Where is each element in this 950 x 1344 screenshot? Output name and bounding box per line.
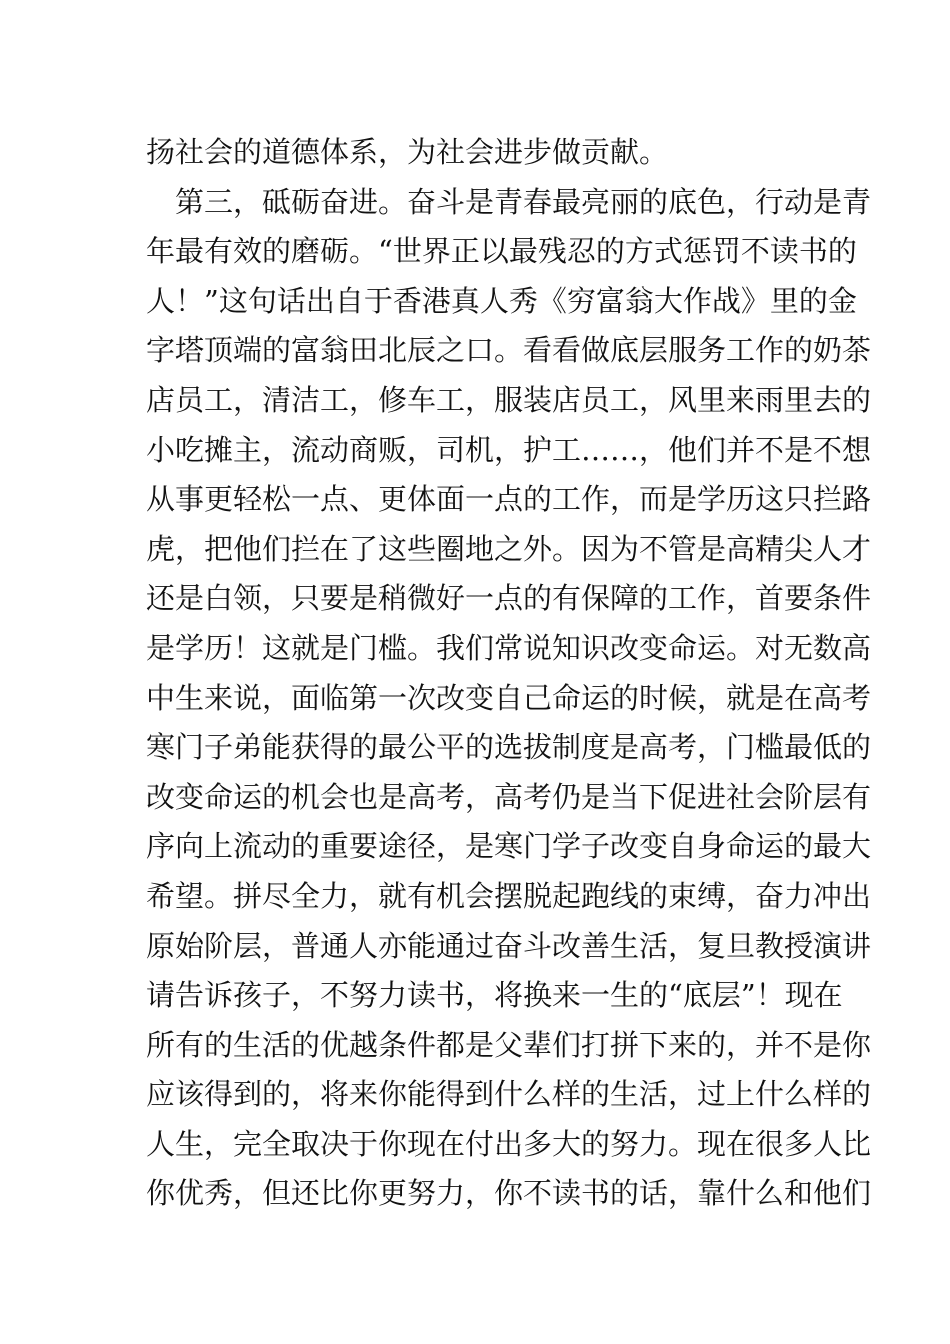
text-line: 中生来说，面临第一次改变自己命运的时候，就是在高考: [146, 680, 872, 715]
text-line: 字塔顶端的富翁田北辰之口。看看做底层服务工作的奶茶: [146, 333, 872, 368]
text-line: 店员工，清洁工，修车工，服装店员工，风里来雨里去的: [146, 382, 872, 417]
text-line: 人！”这句话出自于香港真人秀《穷富翁大作战》里的金: [146, 283, 857, 318]
text-line: 应该得到的，将来你能得到什么样的生活，过上什么样的: [146, 1077, 872, 1112]
text-line: 年最有效的磨砺。“世界正以最残忍的方式惩罚不读书的: [146, 234, 857, 269]
text-line: 希望。拼尽全力，就有机会摆脱起跑线的束缚，奋力冲出: [146, 878, 872, 913]
text-line: 原始阶层，普通人亦能通过奋斗改善生活，复旦教授演讲: [146, 928, 872, 963]
text-line: 小吃摊主，流动商贩，司机，护工……，他们并不是不想: [146, 432, 872, 467]
text-line: 还是白领，只要是稍微好一点的有保障的工作，首要条件: [146, 581, 872, 616]
paragraph-start-line: 第三，砥砺奋进。奋斗是青春最亮丽的底色，行动是青: [146, 184, 872, 219]
text-line: 从事更轻松一点、更体面一点的工作，而是学历这只拦路: [146, 482, 872, 517]
text-line: 序向上流动的重要途径，是寒门学子改变自身命运的最大: [146, 829, 872, 864]
text-line: 你优秀，但还比你更努力，你不读书的话，靠什么和他们: [146, 1176, 872, 1211]
text-line: 所有的生活的优越条件都是父辈们打拼下来的，并不是你: [146, 1027, 872, 1062]
text-line: 人生，完全取决于你现在付出多大的努力。现在很多人比: [146, 1126, 872, 1161]
text-line: 改变命运的机会也是高考，高考仍是当下促进社会阶层有: [146, 779, 872, 814]
text-line: 请告诉孩子，不努力读书，将换来一生的“底层”！现在: [146, 978, 843, 1013]
text-line: 寒门子弟能获得的最公平的选拔制度是高考，门槛最低的: [146, 730, 872, 765]
text-line: 虎，把他们拦在了这些圈地之外。因为不管是高精尖人才: [146, 531, 872, 566]
body-text: [146, 128, 872, 1219]
text-line: 扬社会的道德体系，为社会进步做贡献。: [146, 135, 669, 169]
text-line: 是学历！这就是门槛。我们常说知识改变命运。对无数高: [146, 630, 872, 665]
